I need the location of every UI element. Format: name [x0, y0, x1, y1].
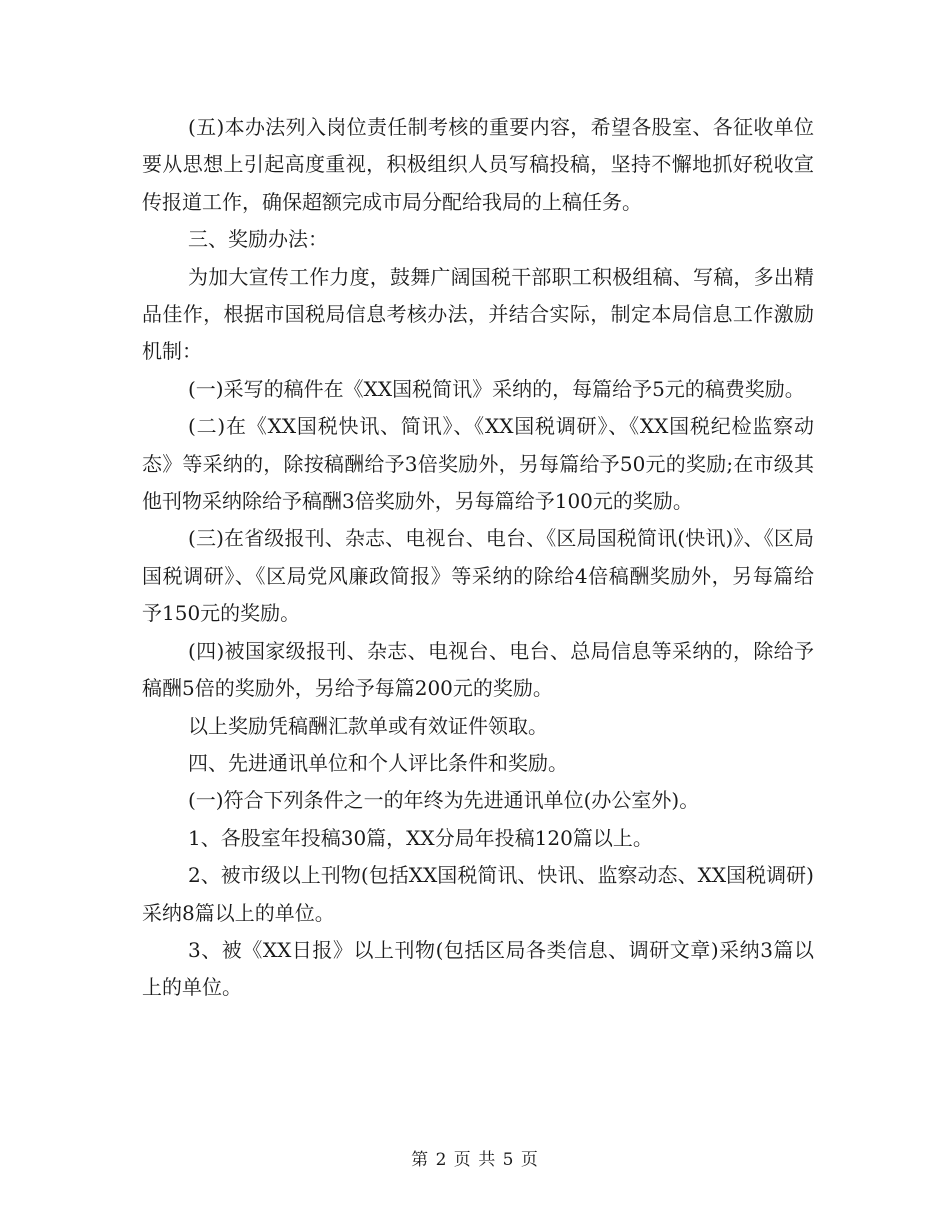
- paragraph-evaluation-1: (一)符合下列条件之一的年终为先进通讯单位(办公室外)。: [188, 788, 700, 813]
- heading-reward-method: 三、奖励办法：: [188, 227, 328, 252]
- paragraph-reward-4: (四)被国家级报刊、杂志、电视台、电台、总局信息等采纳的，除给予稿酬5倍的奖励外，另给予每篇200元的奖励。: [142, 638, 814, 701]
- paragraph-reward-2: (二)在《XX国税快讯、简讯》、《XX国税调研》、《XX国税纪检监察动态》等采纳的，除按稿酬给予3倍奖励外，另每篇给予50元的奖励;在市级其他刊物采纳除给予稿酬3倍奖励外，另每篇给予100元的奖励。: [142, 414, 814, 514]
- paragraph-section-5: (五)本办法列入岗位责任制考核的重要内容，希望各股室、各征收单位要从思想上引起高度重视，积极组织人员写稿投稿，坚持不懈地抓好税收宣传报道工作，确保超额完成市局分配给我局的上稿任务。: [142, 115, 814, 214]
- document-body: [142, 109, 814, 1007]
- list-item-condition-3: 3、被《XX日报》以上刊物(包括区局各类信息、调研文章)采纳3篇以上的单位。: [142, 937, 814, 1000]
- paragraph-reward-1: (一)采写的稿件在《XX国税简讯》采纳的，每篇给予5元的稿费奖励。: [188, 376, 805, 401]
- list-item-condition-2: 2、被市级以上刊物(包括XX国税简讯、快讯、监察动态、XX国税调研)采纳8篇以上的单位。: [142, 863, 814, 925]
- paragraph-reward-3: (三)在省级报刊、杂志、电视台、电台、《区局国税简讯(快讯)》、《区局国税调研》、《区局党风廉政简报》等采纳的除给4倍稿酬奖励外，另每篇给予150元的奖励。: [142, 526, 814, 626]
- paragraph-reward-claim: 以上奖励凭稿酬汇款单或有效证件领取。: [188, 713, 548, 738]
- page-number-footer: 第 2 页 共 5 页: [411, 1150, 539, 1170]
- list-item-condition-1: 1、各股室年投稿30篇，XX分局年投稿120篇以上。: [188, 825, 653, 850]
- heading-evaluation: 四、先进通讯单位和个人评比条件和奖励。: [188, 750, 568, 775]
- paragraph-reward-intro: 为加大宣传工作力度，鼓舞广阔国税干部职工积极组稿、写稿，多出精品佳作，根据市国税局信息考核办法，并结合实际，制定本局信息工作激励机制：: [142, 264, 814, 364]
